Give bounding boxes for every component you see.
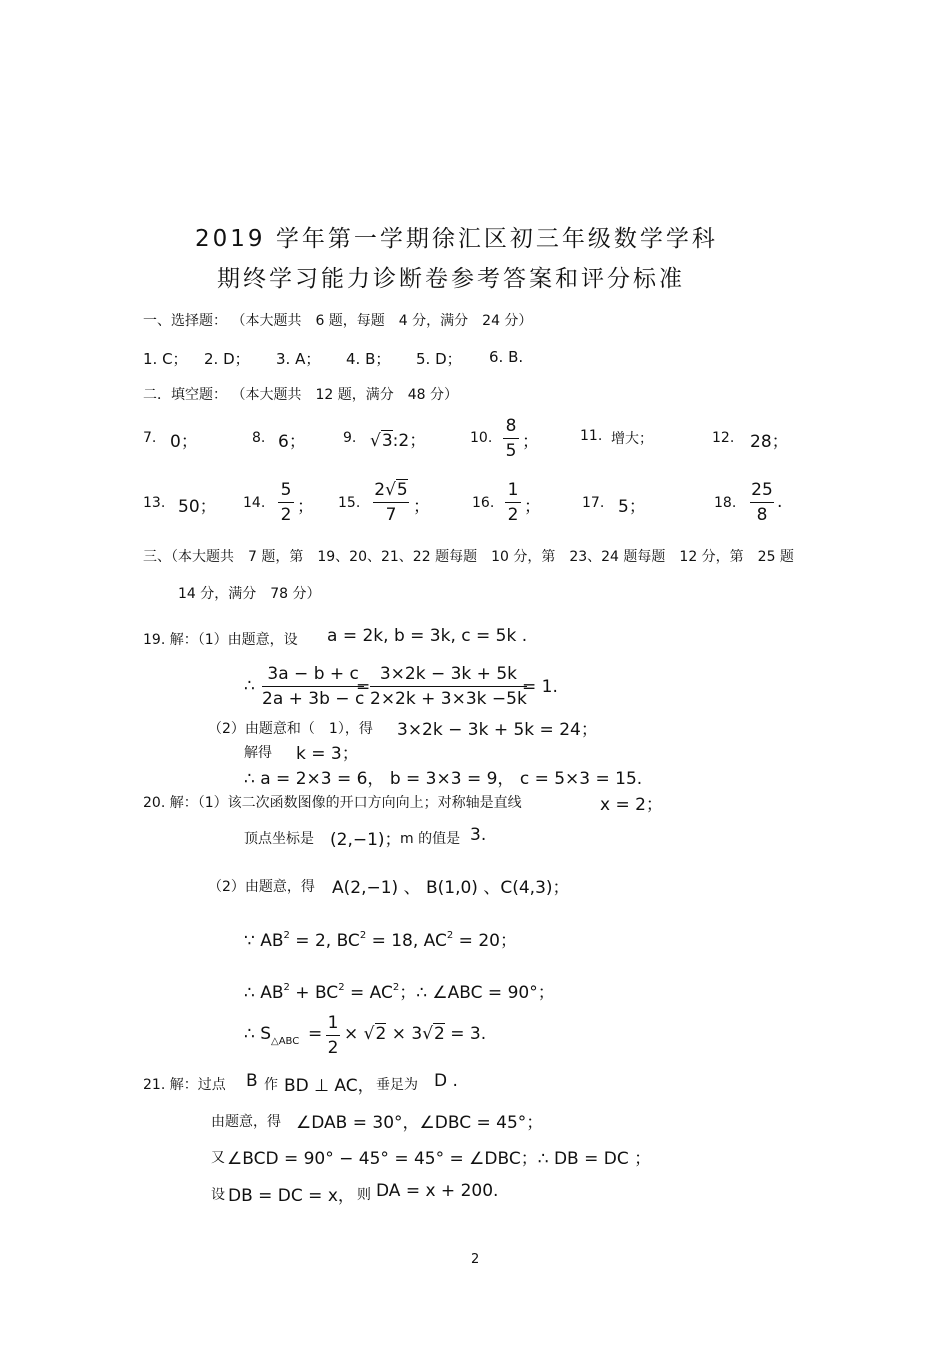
q20-vertex: (2,−1)； <box>330 830 402 850</box>
q20-line-4 <box>244 926 517 951</box>
q20-line-1-label: 20. 解：（1）该二次函数图像的开口方向向上；对称轴是直线 <box>143 795 522 811</box>
q18-numerator: 25 <box>751 480 773 500</box>
q20-line-5 <box>244 978 555 1003</box>
q20-line-2-mid: m 的值是 <box>400 831 461 847</box>
q16-numerator: 1 <box>507 480 519 500</box>
q21-line-4-mid: 则 <box>357 1187 371 1203</box>
q20-area-label <box>244 1024 300 1047</box>
q14-number: 14. <box>243 495 266 511</box>
q18-tail: . <box>777 492 783 512</box>
q15-numerator: 2√5 <box>374 480 408 500</box>
q10-number: 10. <box>470 430 493 446</box>
mc-answer-3: 3. A； <box>276 350 321 368</box>
q20-line-3-math: A(2,−1) 、 B(1,0) 、C(4,3)； <box>332 878 570 898</box>
q21-point-b: B <box>246 1071 258 1091</box>
q15-tail: ； <box>413 497 430 517</box>
q14-denominator: 2 <box>280 505 292 525</box>
mc-answer-4: 4. B； <box>346 350 391 368</box>
q19-line-2-label: （2）由题意和（ 1），得 <box>208 721 373 737</box>
q20-area-radicand-2: 2 <box>434 1024 445 1044</box>
q17-number: 17. <box>582 495 605 511</box>
q15-denominator: 7 <box>385 505 397 525</box>
q20-area-fraction <box>326 1013 340 1058</box>
q20-area-denominator: 2 <box>327 1038 339 1058</box>
q19-result: = 1. <box>522 677 558 697</box>
q15-coefficient: 2 <box>374 480 386 500</box>
q20-area-product: × √2 × 3√2 = 3. <box>344 1024 487 1044</box>
mc-answer-1: 1. C； <box>143 350 188 368</box>
q16-number: 16. <box>472 495 495 511</box>
q10-tail: ； <box>522 432 539 452</box>
q20-area-times-1: × <box>344 1024 359 1044</box>
q20-line-4-sq-2: 2 <box>359 930 367 941</box>
q21-line-3-math: ∠BCD = 90° − 45° = 45° = ∠DBC；∴ DB = DC ； <box>227 1149 652 1169</box>
q20-line-1-math: x = 2； <box>600 795 663 815</box>
q20-line-4-sq-1: 2 <box>283 930 290 941</box>
section3-header-line-2: 14 分，满分 78 分） <box>178 586 321 602</box>
q20-area-equals: = <box>308 1024 323 1044</box>
q21-line-1-mid: 作 <box>264 1077 278 1093</box>
q20-line-5-bc: + BC <box>289 983 339 1003</box>
q21-line-2-label: 由题意，得 <box>211 1114 281 1130</box>
q19-line-3-math: k = 3； <box>296 744 359 764</box>
q15-radicand: 5 <box>396 480 408 500</box>
q9-radicand: 3 <box>381 431 393 451</box>
mc-answer-5: 5. D； <box>416 350 462 368</box>
q19-line-1-label: 19. 解：（1）由题意，设 <box>143 632 298 648</box>
q20-line-4-sq-3: 2 <box>446 930 454 941</box>
q7-number: 7. <box>143 430 157 446</box>
mc-answer-2: 2. D； <box>204 350 250 368</box>
q21-line-3-label: 又 <box>211 1150 225 1166</box>
q13-answer: 50； <box>178 497 217 517</box>
q19-therefore: ∴ <box>244 676 255 696</box>
mc-answer-6: 6. B. <box>489 348 524 366</box>
q9-ratio: :2； <box>392 431 427 451</box>
q14-numerator: 5 <box>280 480 292 500</box>
q19-fraction-1-denominator: 2a + 3b − c <box>262 689 365 709</box>
q7-answer: 0； <box>170 432 198 452</box>
q20-line-4-bc: = 2, BC <box>289 931 360 951</box>
q20-line-5-sq-1: 2 <box>283 982 290 993</box>
q21-line-4-math-1: DB = DC = x， <box>228 1186 355 1206</box>
q20-area-result: = 3. <box>450 1024 487 1044</box>
q11-number: 11. <box>580 428 603 444</box>
q20-m-value: 3. <box>470 825 487 845</box>
q19-fraction-1-numerator: 3a − b + c <box>267 664 359 684</box>
q14-tail: ； <box>297 497 314 517</box>
q19-line-1-math: a = 2k, b = 3k, c = 5k . <box>327 626 528 646</box>
q18-fraction <box>750 480 774 525</box>
q10-numerator: 8 <box>505 416 517 436</box>
q16-fraction <box>505 480 521 525</box>
q9-answer: √3:2； <box>370 431 427 451</box>
section3-header-line-1: 三、（本大题共 7 题，第 19、20、21、22 题每题 10 分，第 23、24 题每题 12 分，第 25 题 <box>143 549 794 565</box>
q11-answer: 增大； <box>611 431 653 447</box>
q9-number: 9. <box>343 430 357 446</box>
q19-fraction-2-denominator: 2×2k + 3×3k −5k <box>370 689 527 709</box>
q21-line-1-label: 21. 解：过点 <box>143 1077 226 1093</box>
q10-fraction <box>503 416 519 461</box>
q17-answer: 5； <box>618 497 646 517</box>
q10-denominator: 5 <box>505 441 517 461</box>
q18-denominator: 8 <box>756 505 768 525</box>
q14-fraction <box>278 480 294 525</box>
title-line-1: 2019 学年第一学期徐汇区初三年级数学学科 <box>195 226 718 252</box>
q21-line-2-math: ∠DAB = 30°，∠DBC = 45°； <box>296 1113 544 1133</box>
q20-line-5-ab: ∴ AB <box>244 983 284 1003</box>
section1-header: 一、选择题： （本大题共 6 题，每题 4 分，满分 24 分） <box>143 313 533 329</box>
q19-line-2-math: 3×2k − 3k + 5k = 24； <box>397 720 598 740</box>
q21-line-4-math-2: DA = x + 200. <box>376 1181 499 1201</box>
q20-line-4-ac: = 18, AC <box>366 931 447 951</box>
q19-line-3-label: 解得 <box>244 745 272 761</box>
q20-line-2-label: 顶点坐标是 <box>244 831 314 847</box>
q21-point-d: D . <box>434 1071 458 1091</box>
q21-line-4-label: 设 <box>211 1187 225 1203</box>
q8-number: 8. <box>252 430 266 446</box>
q19-fraction-2-numerator: 3×2k − 3k + 5k <box>379 664 517 684</box>
q16-tail: ； <box>524 497 541 517</box>
q12-number: 12. <box>712 430 735 446</box>
q15-fraction <box>373 480 409 525</box>
q19-equals: = <box>356 677 371 697</box>
page-number: 2 <box>471 1252 480 1267</box>
q21-line-1-foot: 垂足为 <box>376 1077 418 1093</box>
q20-area-numerator: 1 <box>327 1013 339 1033</box>
title-line-2: 期终学习能力诊断卷参考答案和评分标准 <box>217 266 685 292</box>
q19-fraction-1 <box>262 664 364 709</box>
q13-number: 13. <box>143 495 166 511</box>
q20-line-4-ab: ∵ AB <box>244 931 284 951</box>
q20-line-3-label: （2）由题意，得 <box>208 879 315 895</box>
q18-number: 18. <box>714 495 737 511</box>
q20-area-s: ∴ S <box>244 1024 272 1044</box>
q20-line-5-ac: = AC <box>344 983 393 1003</box>
q12-answer: 28； <box>750 432 789 452</box>
q16-denominator: 2 <box>507 505 519 525</box>
q20-line-5-sq-2: 2 <box>338 982 345 993</box>
q20-area-subscript: △ABC <box>271 1036 300 1047</box>
q21-perpendicular: BD ⊥ AC， <box>284 1076 375 1096</box>
q20-area-radicand-1: 2 <box>375 1024 387 1044</box>
q20-line-4-end: = 20； <box>453 931 517 951</box>
q20-area-times-2: × 3 <box>391 1024 423 1044</box>
q20-line-5-sq-3: 2 <box>392 982 400 993</box>
q19-fraction-2 <box>370 664 527 709</box>
q20-line-5-end: ；∴ ∠ABC = 90°； <box>399 983 555 1003</box>
q19-line-4-math: ∴ a = 2×3 = 6， b = 3×3 = 9， c = 5×3 = 15. <box>244 769 643 789</box>
section2-header: 二．填空题： （本大题共 12 题，满分 48 分） <box>143 387 458 403</box>
q8-answer: 6； <box>278 432 306 452</box>
q15-number: 15. <box>338 495 361 511</box>
